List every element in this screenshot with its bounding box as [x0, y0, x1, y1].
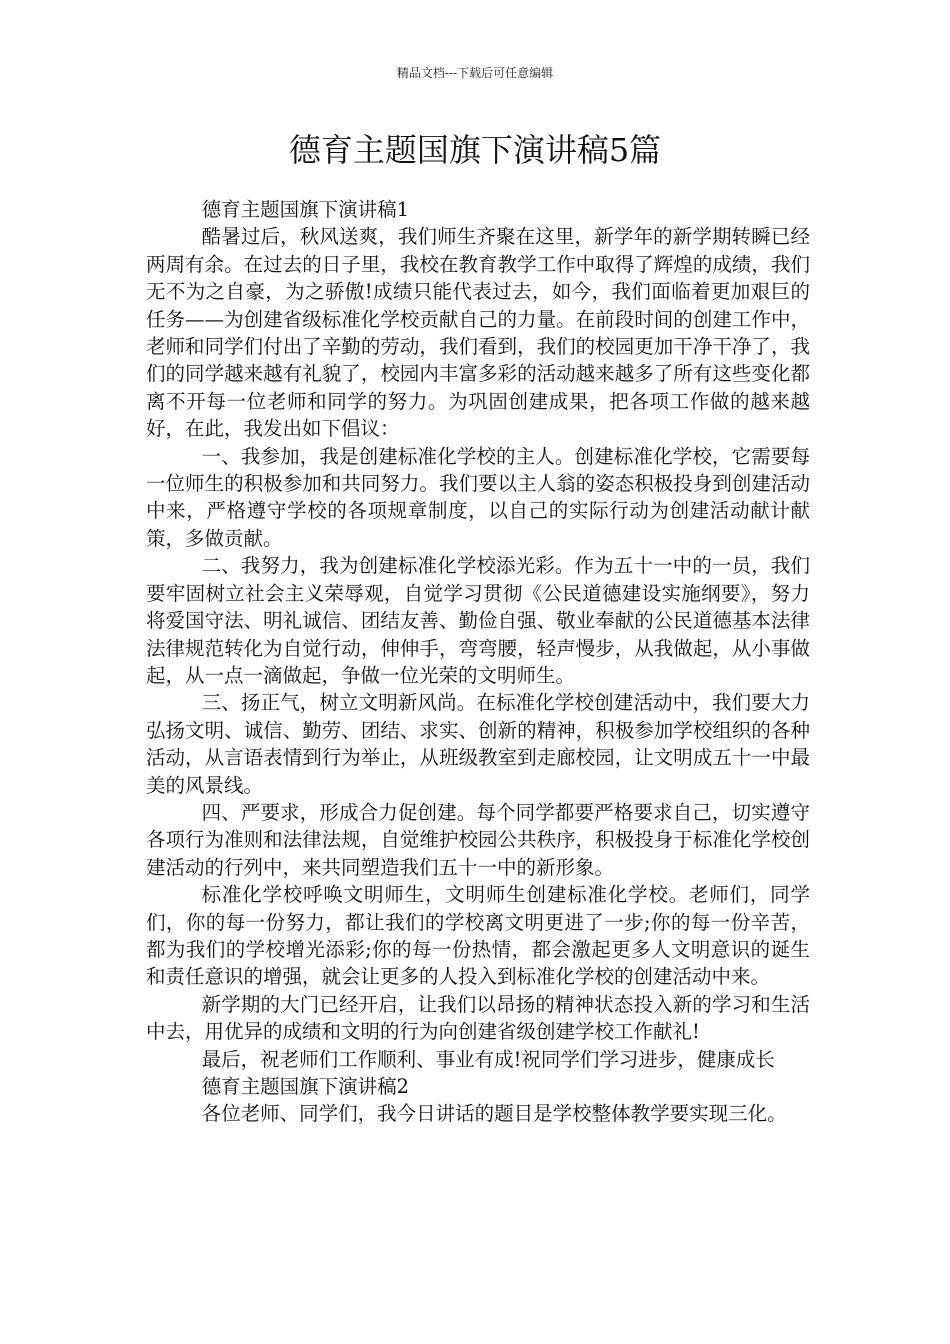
section-heading: 德育主题国旗下演讲稿2: [201, 1075, 409, 1098]
paragraph: 各位老师、同学们，我今日讲话的题目是学校整体教学要实现三化。: [201, 1102, 787, 1126]
paragraph: 最后，祝老师们工作顺利、事业有成!祝同学们学习进步，健康成长: [201, 1047, 775, 1071]
document-title: 德育主题国旗下演讲稿5篇: [288, 131, 662, 169]
paragraph: 标准化学校呼唤文明师生，文明师生创建标准化学校。老师们，同学们，你的每一份努力，都让我们的学校离文明更进了一步;你的每一份辛苦，都为我们的学校增光添彩;你的每一份热情，都会激起更多人文明意识的诞生和责任意识的增强，就会让更多的人投入到标准化学校的创建活动中来。: [146, 883, 810, 989]
paragraph: 二、我努力，我为创建标准化学校添光彩。作为五十一中的一员，我们要牢固树立社会主义荣辱观，自觉学习贯彻《公民道德建设实施纲要》，努力将爱国守法、明礼诚信、团结友善、勤俭自强、敬业奉献的公民道德基本法律法律规范转化为自觉行动，伸伸手，弯弯腰，轻声慢步，从我做起，从小事做起，从一点一滴做起，争做一位光荣的文明师生。: [146, 554, 810, 687]
section-heading: 德育主题国旗下演讲稿1: [201, 198, 409, 221]
paragraph: 四、严要求，形成合力促创建。每个同学都要严格要求自己，切实遵守各项行为准则和法律法规，自觉维护校园公共秩序，积极投身于标准化学校创建活动的行列中，来共同塑造我们五十一中的新形象。: [146, 800, 810, 879]
paragraph: 一、我参加，我是创建标准化学校的主人。创建标准化学校，它需要每一位师生的积极参加和共同努力。我们要以主人翁的姿态积极投身到创建活动中来，严格遵守学校的各项规章制度，以自己的实际行动为创建活动献计献策，多做贡献。: [146, 444, 810, 550]
paragraph: 三、扬正气，树立文明新风尚。在标准化学校创建活动中，我们要大力弘扬文明、诚信、勤劳、团结、求实、创新的精神，积极参加学校组织的各种活动，从言语表情到行为举止，从班级教室到走廊校园，让文明成五十一中最美的风景线。: [146, 691, 810, 797]
paragraph: 新学期的大门已经开启，让我们以昂扬的精神状态投入新的学习和生活中去，用优异的成绩和文明的行为向创建省级创建学校工作献礼!: [146, 992, 810, 1044]
header-note: 精品文档---下载后可任意编辑: [396, 66, 554, 80]
paragraph: 酷暑过后，秋风送爽，我们师生齐聚在这里，新学年的新学期转瞬已经两周有余。在过去的日子里，我校在教育教学工作中取得了辉煌的成绩，我们无不为之自豪，为之骄傲!成绩只能代表过去，如今，我们面临着更加艰巨的任务——为创建省级标准化学校贡献自己的力量。在前段时间的创建工作中，老师和同学们付出了辛勤的劳动，我们看到，我们的校园更加干净干净了，我们的同学越来越有礼貌了，校园内丰富多彩的活动越来越多了所有这些变化都离不开每一位老师和同学的努力。为巩固创建成果，把各项工作做的越来越好，在此，我发出如下倡议：: [146, 225, 810, 441]
document-body: [146, 196, 810, 1128]
